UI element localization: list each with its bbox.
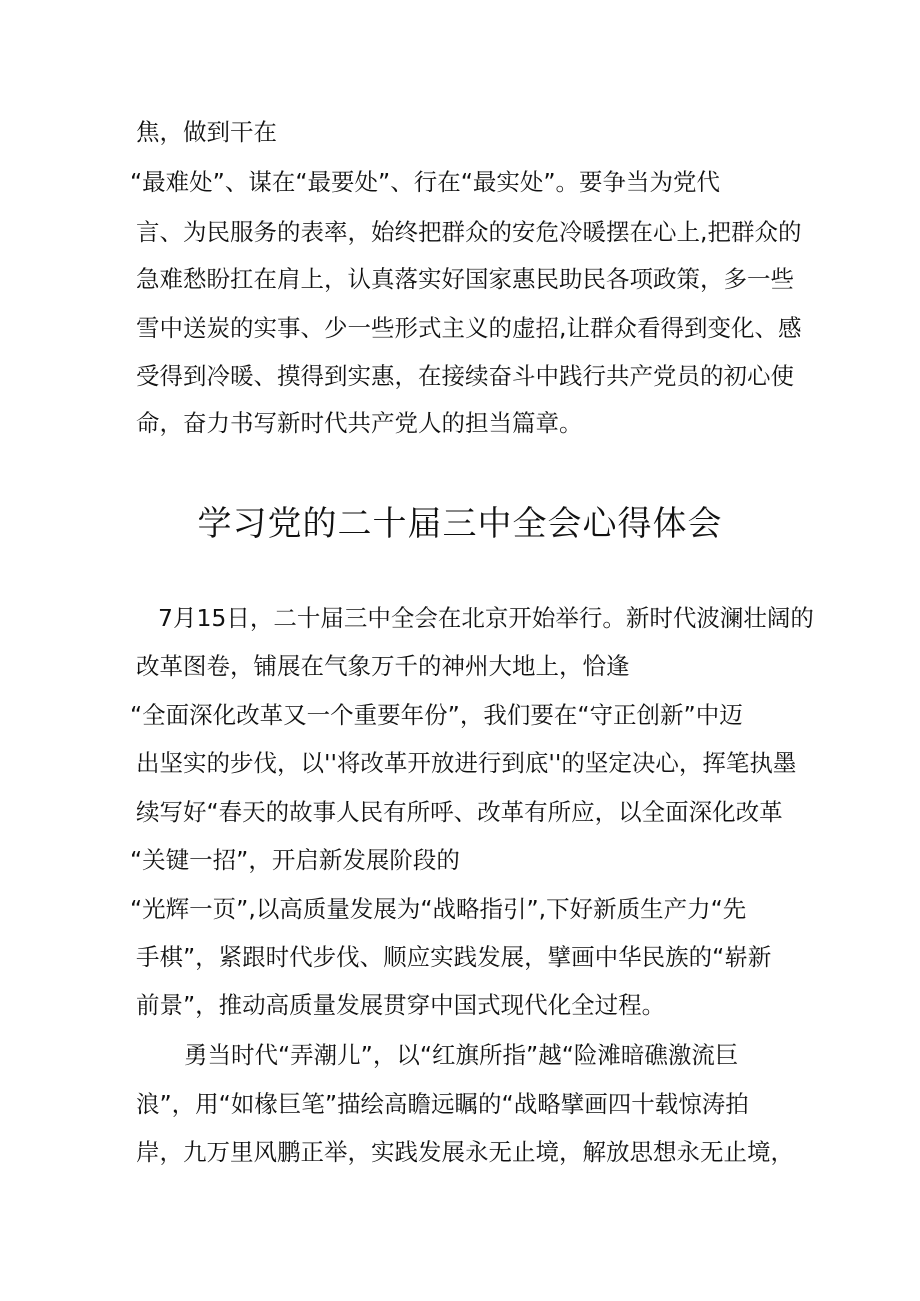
paragraph-line: 受得到冷暖、摸得到实惠，在接续奋斗中践行共产党员的初心使 [136, 362, 794, 390]
paragraph-line: 命，奋力书写新时代共产党人的担当篇章。 [136, 409, 583, 437]
paragraph-line: 前景”，推动高质量发展贯穿中国式现代化全过程。 [136, 991, 666, 1019]
paragraph-line: 勇当时代“弄潮儿”，以“红旗所指”越“险滩暗礁激流巨 [184, 1041, 739, 1069]
section-title: 学习党的二十届三中全会心得体会 [197, 504, 723, 544]
paragraph-line: “光辉一页”,以高质量发展为“战略指引”,下好新质生产力“先 [130, 895, 747, 923]
paragraph-line: 续写好“春天的故事人民有所呼、改革有所应，以全面深化改革 [136, 798, 783, 826]
paragraph-line: 雪中送炭的实事、少一些形式主义的虚招,让群众看得到变化、感 [136, 314, 802, 342]
paragraph-line: 浪”，用“如椽巨笔”描绘高瞻远瞩的“战略擘画四十载惊涛拍 [136, 1090, 749, 1118]
paragraph-line: 急难愁盼扛在肩上，认真落实好国家惠民助民各项政策，多一些 [136, 265, 794, 293]
paragraph-line: 手棋”，紧跟时代步伐、顺应实践发展，擘画中华民族的“崭新 [136, 943, 772, 971]
paragraph-line: 7月15日，二十届三中全会在北京开始举行。新时代波澜壮阔的 [158, 604, 814, 632]
paragraph-line: “最难处”、谋在“最要处”、行在“最实处”。要争当为党代 [130, 168, 721, 196]
paragraph-line: 出坚实的步伐，以''将改革开放进行到底''的坚定决心，挥笔执墨 [136, 749, 797, 777]
paragraph-line: 言、为民服务的表率，始终把群众的安危冷暖摆在心上,把群众的 [136, 218, 802, 246]
paragraph-line: “全面深化改革又一个重要年份”，我们要在“守正创新”中迈 [130, 701, 743, 729]
paragraph-line: 焦，做到干在 [136, 118, 277, 146]
paragraph-line: “关键一招”，开启新发展阶段的 [130, 846, 460, 874]
paragraph-line: 岸，九万里风鹏正举，实践发展永无止境，解放思想永无止境， [136, 1138, 794, 1166]
paragraph-line: 改革图卷，铺展在气象万千的神州大地上，恰逢 [136, 652, 630, 680]
